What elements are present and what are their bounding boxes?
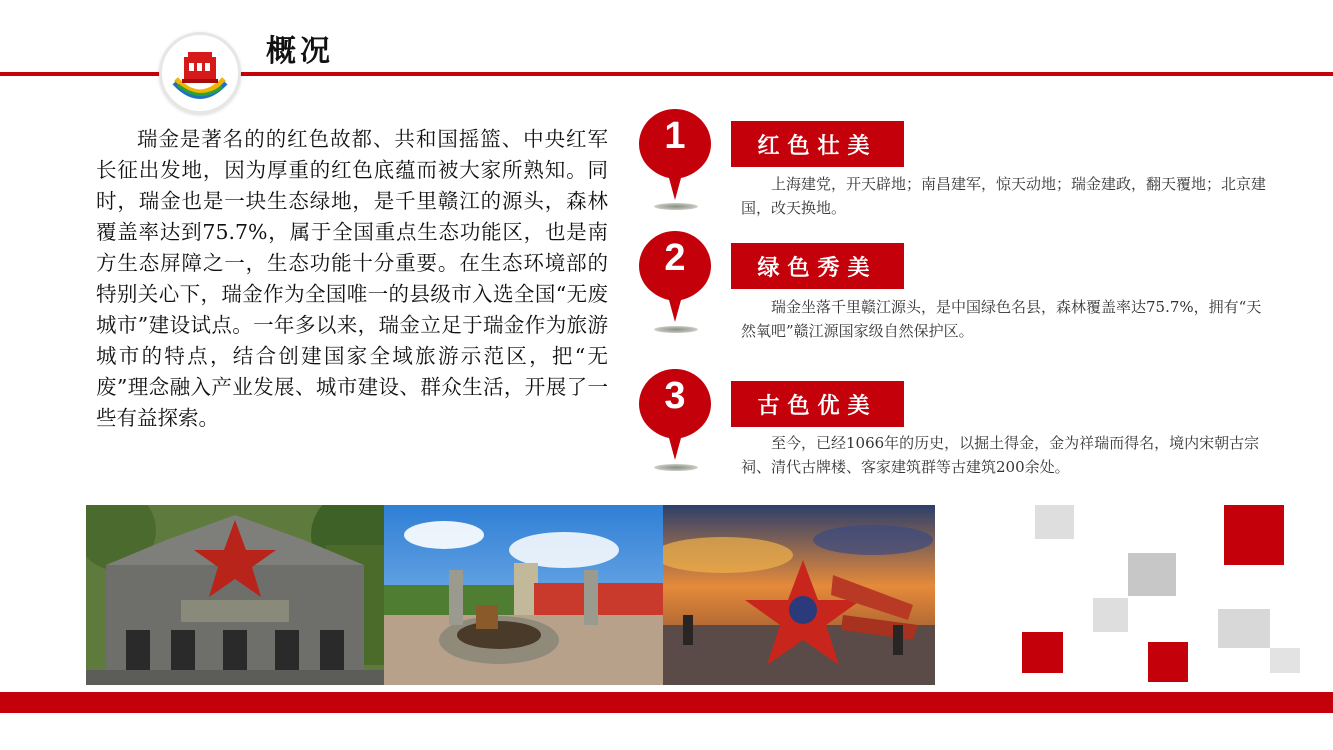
pin-shadow <box>654 326 698 333</box>
photo-star-monument <box>663 505 935 685</box>
ruijin-emblem-logo <box>159 32 241 114</box>
pin-shadow <box>654 203 698 210</box>
page-title: 概况 <box>266 34 334 69</box>
item-3-text: 至今，已经1066年的历史，以掘土得金，金为祥瑞而得名，境内宋朝古宗祠、清代古牌楼、客家建筑群等古建筑200余处。 <box>741 434 1260 476</box>
item-3-heading: 古色优美 <box>731 381 904 427</box>
intro-paragraph: 瑞金是著名的的红色故都、共和国摇篮、中央红军长征出发地，因为厚重的红色底蕴而被大家所熟知。同时，瑞金也是一块生态绿地，是千里赣江的源头，森林覆盖率达到75.7%，属于全国重点生态功能区，也是南方生态屏障之一，生态功能十分重要。在生态环境部的特别关心下，瑞金作为全国唯一的县级市入选全国“无废城市”建设试点。一年多以来，瑞金立足于瑞金作为旅游城市的特点，结合创建国家全域旅游示范区，把“无废”理念融入产业发展、城市建设、群众生活，开展了一些有益探索。 <box>96 127 608 430</box>
decor-square <box>1224 505 1284 565</box>
item-2-text: 瑞金坐落千里赣江源头，是中国绿色名县，森林覆盖率达75.7%，拥有“天然氧吧”赣江源国家级自然保护区。 <box>741 298 1262 340</box>
pin-shadow <box>654 464 698 471</box>
decor-square <box>1218 609 1270 648</box>
photo-red-building <box>86 505 384 685</box>
item-3-marker <box>637 367 713 461</box>
decor-square <box>1128 553 1176 596</box>
item-1-marker <box>637 107 713 201</box>
item-2-marker <box>637 229 713 323</box>
decor-square <box>1093 598 1128 632</box>
photo-red-well <box>384 505 663 685</box>
item-1-number: 1 <box>664 115 686 157</box>
decor-square <box>1270 648 1300 673</box>
decor-square <box>1022 632 1063 673</box>
emblem-icon <box>162 35 238 111</box>
item-2-heading: 绿色秀美 <box>731 243 904 289</box>
item-3-number: 3 <box>664 375 686 417</box>
decor-square <box>1148 642 1188 682</box>
item-1-text: 上海建党，开天辟地；南昌建军，惊天动地；瑞金建政，翻天覆地；北京建国，改天换地。 <box>741 175 1267 217</box>
item-2-number: 2 <box>664 237 686 279</box>
footer-bar <box>0 692 1333 713</box>
item-1-heading: 红色壮美 <box>731 121 904 167</box>
decor-square <box>1035 505 1074 539</box>
